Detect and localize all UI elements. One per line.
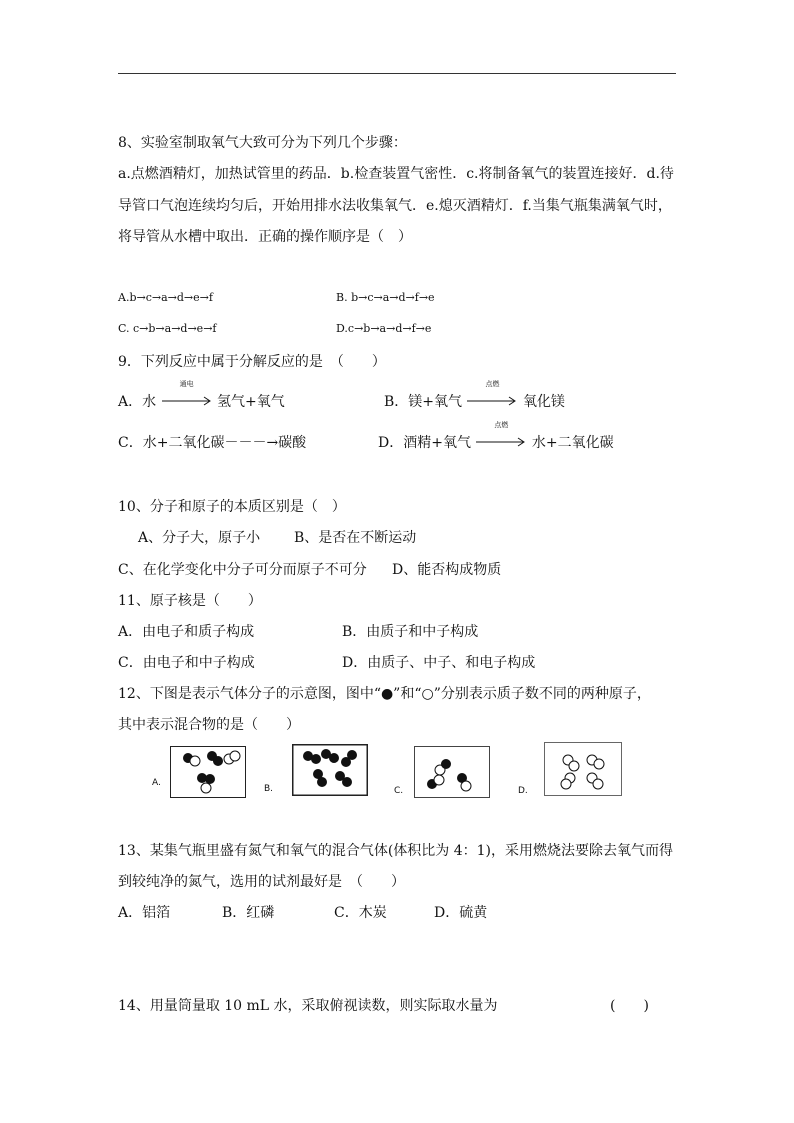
q11-stem: 11、原子核是（ ）: [118, 593, 262, 609]
q9-option-a-product: 氢气+氧气: [217, 394, 285, 410]
q9-option-b-condition: 点燃: [485, 380, 500, 388]
diagram-label-a: A.: [152, 778, 161, 788]
q9-option-d: [378, 421, 614, 453]
q9-option-c: C．水+二氧化碳－－－→碳酸: [118, 435, 307, 451]
q13-line2: 到较纯净的氮气，选用的试剂最好是 （ ）: [118, 874, 405, 890]
q9-option-b: [384, 380, 565, 412]
q14-stem: 14、用量筒量取 10 mL 水，采取俯视读数，则实际取水量为: [118, 998, 498, 1014]
reaction-arrow-icon: [466, 380, 518, 412]
q11-option-b: B．由质子和中子构成: [342, 624, 479, 640]
q9-option-a-condition: 通电: [179, 380, 194, 388]
molecule-diagrams: [148, 740, 668, 810]
q11-option-c: C．由电子和中子构成: [118, 655, 255, 671]
diagram-d-molecules: [544, 742, 622, 796]
q9-stem: 9．下列反应中属于分解反应的是 （ ）: [118, 354, 386, 370]
q9-option-b-product: 氧化镁: [522, 394, 565, 410]
q12-line1: 12、下图是表示气体分子的示意图，图中“●”和“○”分别表示质子数不同的两种原子，: [118, 686, 651, 702]
diagram-c-molecules: [414, 746, 490, 798]
q12-line2: 其中表示混合物的是（ ）: [118, 717, 300, 733]
reaction-arrow-icon: [475, 421, 527, 453]
q10-stem: 10、分子和原子的本质区别是（ ）: [118, 499, 346, 515]
q9-option-a-reactant: A．水: [118, 394, 157, 410]
q13-option-a: A．铝箔: [118, 905, 171, 921]
q13-option-b: B．红磷: [222, 905, 275, 921]
header-rule: [118, 73, 676, 74]
q10-option-d: D、能否构成物质: [392, 562, 502, 578]
q11-option-a: A．由电子和质子构成: [118, 624, 255, 640]
q8-line3: 将导管从水槽中取出．正确的操作顺序是（ ）: [118, 229, 412, 245]
reaction-arrow-icon: [161, 380, 213, 412]
q9-option-b-reactant: B．镁+氧气: [384, 394, 463, 410]
q8-stem: 8、实验室制取氧气大致可分为下列几个步骤：: [118, 135, 407, 151]
q11-option-d: D．由质子、中子、和电子构成: [342, 655, 536, 671]
diagram-label-d: D.: [518, 786, 528, 796]
q8-option-c: C. c→b→a→d→e→f: [118, 322, 217, 335]
q13-option-d: D．硫黄: [434, 905, 488, 921]
q9-option-d-product: 水+二氧化碳: [531, 435, 614, 451]
diagram-b-molecules: [292, 744, 368, 796]
q9-option-a: [118, 380, 285, 412]
q13-line1: 13、某集气瓶里盛有氮气和氧气的混合气体(体积比为 4：1)，采用燃烧法要除去氧气而得: [118, 843, 674, 859]
diagram-label-c: C.: [394, 786, 404, 796]
q14-answer-paren: ( ): [610, 998, 649, 1014]
diagram-a-molecules: [170, 746, 246, 798]
q10-option-b: B、是否在不断运动: [294, 530, 417, 546]
q8-option-b: B. b→c→a→d→f→e: [336, 291, 435, 304]
q13-option-c: C．木炭: [334, 905, 387, 921]
q8-option-a: A.b→c→a→d→e→f: [118, 291, 213, 304]
q10-option-c: C、在化学变化中分子可分而原子不可分: [118, 562, 367, 578]
q10-option-a: A、分子大，原子小: [138, 530, 261, 546]
diagram-label-b: B.: [264, 784, 274, 794]
q9-option-d-condition: 点燃: [494, 421, 509, 429]
q8-line1: a.点燃酒精灯，加热试管里的药品．b.检查装置气密性．c.将制备氧气的装置连接好．d.待: [118, 166, 674, 182]
q8-option-d: D.c→b→a→d→f→e: [336, 322, 432, 335]
q9-option-d-reactant: D．酒精+氧气: [378, 435, 471, 451]
q8-line2: 导管口气泡连续均匀后，开始用排水法收集氧气．e.熄灭酒精灯．f.当集气瓶集满氧气时，: [118, 198, 672, 214]
